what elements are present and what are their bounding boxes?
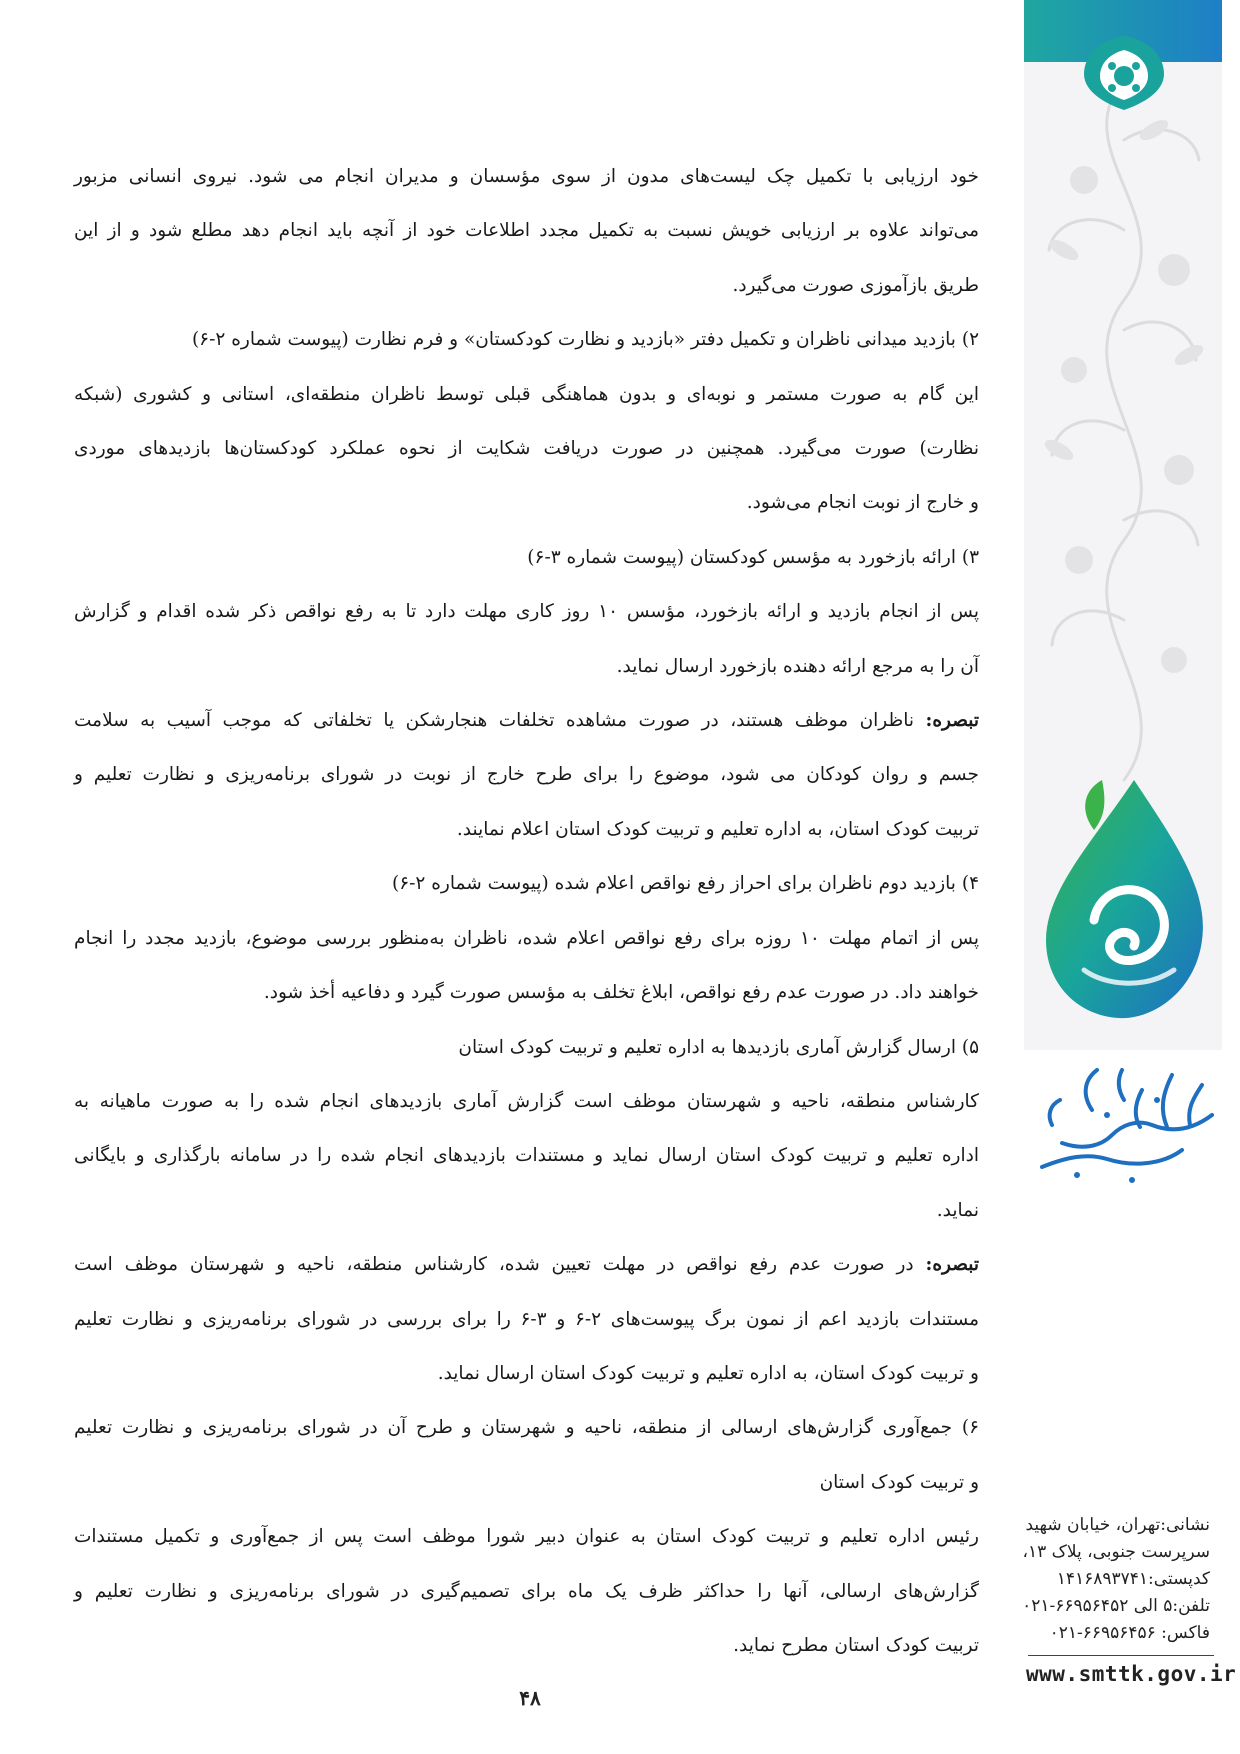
body-line: این گام به صورت مستمر و نوبه‌ای و بدون هماهنگی قبلی توسط ناظران منطقه‌ای، استانی و کشوری (شبکه bbox=[74, 383, 979, 405]
section-heading: ۲) بازدید میدانی ناظران و تکمیل دفتر «بازدید و نظارت کودکستان» و فرم نظارت (پیوست شماره ۲-۶) bbox=[191, 329, 979, 351]
body-line: خود ارزیابی با تکمیل چک لیست‌های مدون از سوی مؤسسان و مدیران انجام می شود. نیروی انسانی مزبور bbox=[74, 166, 979, 187]
note-line bbox=[74, 694, 979, 748]
body-line: و خارج از نوبت انجام می‌شود. bbox=[746, 492, 979, 514]
body-line: نماید. bbox=[936, 1199, 979, 1221]
body-line: تربیت کودک استان، به اداره تعلیم و تربیت کودک استان اعلام نمایند. bbox=[456, 818, 979, 840]
calligraphy-logo-icon bbox=[1022, 1055, 1224, 1195]
address-line: سرپرست جنوبی، پلاک ۱۳، bbox=[1022, 1542, 1210, 1562]
postal-code-line: کدپستی:۱۴۱۶۸۹۳۷۴۱ bbox=[1056, 1569, 1210, 1589]
drop-logo-icon bbox=[1024, 770, 1222, 1030]
contact-address bbox=[1022, 1512, 1210, 1647]
body-line: اداره تعلیم و تربیت کودک استان ارسال نماید و مستندات بازدیدهای انجام شده را در سامانه بارگذاری و بایگانی bbox=[74, 1145, 979, 1167]
note-text: در صورت عدم رفع نواقص در مهلت تعیین شده، کارشناس منطقه، ناحیه و شهرستان موظف است bbox=[74, 1254, 926, 1276]
note-label: تبصره: bbox=[925, 1254, 979, 1276]
body-line: پس از انجام بازدید و ارائه بازخورد، مؤسس ۱۰ روز کاری مهلت دارد تا به رفع نواقص ذکر شده اقدام و گزارش bbox=[74, 601, 979, 623]
page-number: ۴۸ bbox=[519, 1686, 541, 1710]
body-line: آن را به مرجع ارائه دهنده بازخورد ارسال نماید. bbox=[616, 655, 979, 677]
section-heading: ۶) جمع‌آوری گزارش‌های ارسالی از منطقه، ناحیه و شهرستان و طرح آن در شورای برنامه‌ریزی و نظارت تعلیم bbox=[74, 1417, 979, 1439]
body-line: خواهند داد. در صورت عدم رفع نواقص، ابلاغ تخلف به مؤسس صورت گیرد و دفاعیه أخذ شود. bbox=[263, 982, 979, 1004]
body-line: طریق بازآموزی صورت می‌گیرد. bbox=[732, 274, 979, 296]
section-heading: ۵) ارسال گزارش آماری بازدیدها به اداره تعلیم و تربیت کودک استان bbox=[458, 1036, 979, 1058]
fax-line: فاکس: ۶۶۹۵۶۴۵۶-۰۲۱ bbox=[1049, 1623, 1210, 1643]
note-line bbox=[74, 1238, 979, 1292]
body-line: می‌تواند علاوه بر ارزیابی خویش نسبت به تکمیل مجدد اطلاعات خود از آنچه باید انجام دهد مطلع شود و از این bbox=[74, 220, 979, 242]
body-line: مستندات بازدید اعم از نمون برگ پیوست‌های ۲-۶ و ۳-۶ را برای بررسی در شورای برنامه‌ریزی و نظارت تعلیم bbox=[74, 1308, 979, 1330]
body-line: و تربیت کودک استان، به اداره تعلیم و تربیت کودک استان ارسال نماید. bbox=[437, 1362, 979, 1384]
body-line: پس از اتمام مهلت ۱۰ روزه برای رفع نواقص اعلام شده، ناظران به‌منظور بررسی موضوع، بازدید مجدد را انجام bbox=[74, 927, 979, 949]
note-label: تبصره: bbox=[925, 710, 979, 732]
section-heading: ۴) بازدید دوم ناظران برای احراز رفع نواقص اعلام شده (پیوست شماره ۲-۶) bbox=[392, 873, 979, 895]
phone-line: تلفن:۵ الی ۶۶۹۵۶۴۵۲-۰۲۱ bbox=[1022, 1596, 1210, 1616]
document-body bbox=[74, 150, 979, 1673]
section-heading: و تربیت کودک استان bbox=[819, 1471, 979, 1493]
body-line: گزارش‌های ارسالی، آنها را حداکثر ظرف یک ماه برای تصمیم‌گیری در شورای برنامه‌ریزی و نظارت تعلیم و bbox=[74, 1580, 979, 1602]
website-link[interactable]: www.smttk.gov.ir bbox=[1026, 1662, 1237, 1686]
body-line: رئیس اداره تعلیم و تربیت کودک استان به عنوان دبیر شورا موظف است پس از جمع‌آوری و تکمیل مستندات bbox=[74, 1526, 979, 1548]
body-line: تربیت کودک استان مطرح نماید. bbox=[733, 1634, 979, 1656]
body-line: جسم و روان کودکان می شود، موضوع را برای طرح خارج از نوبت در شورای برنامه‌ریزی و نظارت تعلیم و bbox=[74, 764, 979, 786]
website-divider bbox=[1028, 1655, 1214, 1656]
side-decoration-panel bbox=[1022, 0, 1237, 1754]
note-text: ناظران موظف هستند، در صورت مشاهده تخلفات هنجارشکن یا تخلفاتی که موجب آسیب به سلامت bbox=[74, 710, 926, 732]
section-heading: ۳) ارائه بازخورد به مؤسس کودکستان (پیوست شماره ۳-۶) bbox=[527, 546, 979, 568]
body-line: کارشناس منطقه، ناحیه و شهرستان موظف است گزارش آماری بازدیدهای انجام شده را به صورت ماهیانه به bbox=[74, 1090, 979, 1112]
body-line: نظارت) صورت می‌گیرد. همچنین در صورت دریافت شکایت از نحوه عملکرد کودکستان‌ها بازدیدهای موردی bbox=[74, 438, 979, 460]
address-line: نشانی:تهران، خیابان شهید bbox=[1025, 1515, 1210, 1535]
